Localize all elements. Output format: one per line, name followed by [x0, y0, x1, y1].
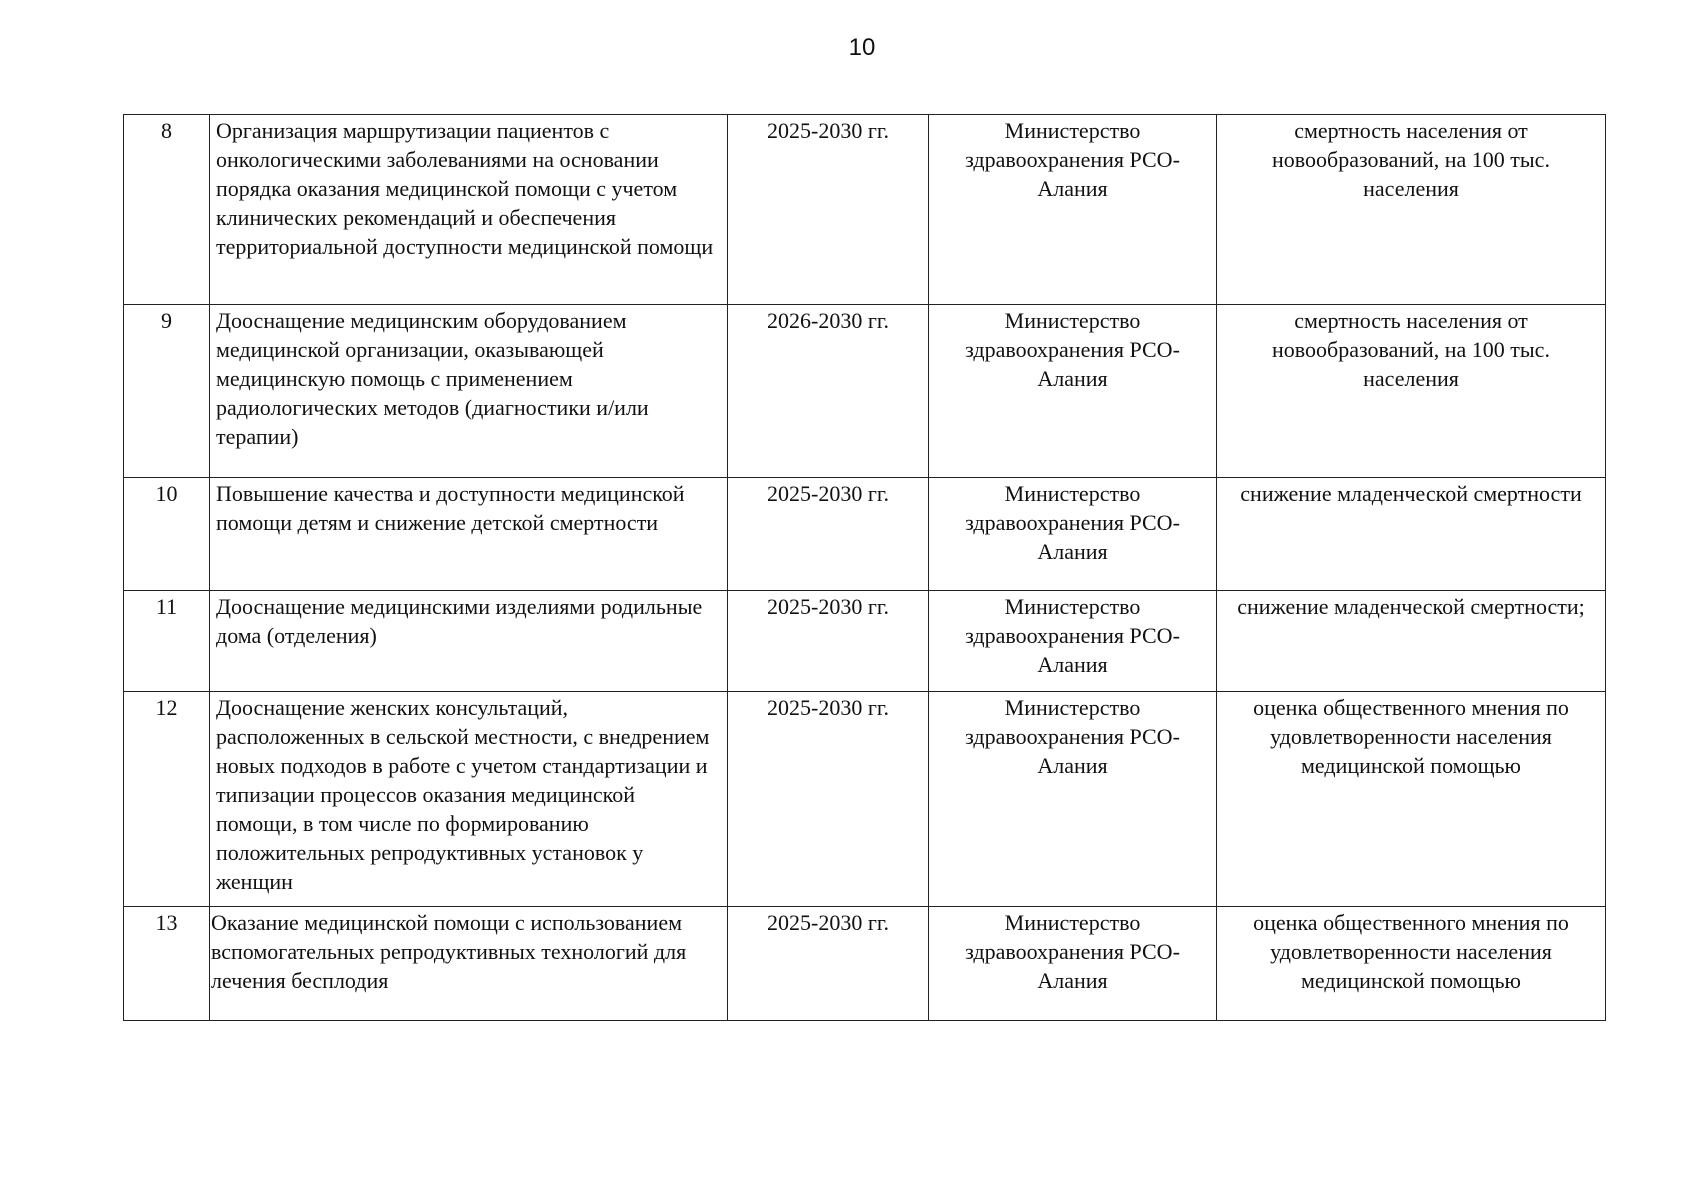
row-number: 10 [124, 478, 210, 591]
implementation-period: 2025-2030 гг. [728, 115, 929, 305]
responsible-executor: Министерство здравоохранения РСО-Алания [929, 591, 1217, 692]
responsible-executor: Министерство здравоохранения РСО-Алания [929, 305, 1217, 478]
row-number: 9 [124, 305, 210, 478]
target-indicator: смертность населения от новообразований, на 100 тыс. населения [1217, 115, 1606, 305]
implementation-period: 2025-2030 гг. [728, 907, 929, 1021]
table-row [124, 305, 1606, 478]
target-indicator: смертность населения от новообразований, на 100 тыс. населения [1217, 305, 1606, 478]
page-number: 10 [848, 34, 876, 61]
table-row [124, 907, 1606, 1021]
responsible-executor: Министерство здравоохранения РСО-Алания [929, 115, 1217, 305]
table-row [124, 591, 1606, 692]
measure-name: Дооснащение медицинскими изделиями родильные дома (отделения) [210, 591, 728, 692]
implementation-period: 2025-2030 гг. [728, 591, 929, 692]
row-number: 13 [124, 907, 210, 1021]
implementation-period: 2025-2030 гг. [728, 692, 929, 907]
implementation-period: 2026-2030 гг. [728, 305, 929, 478]
target-indicator: оценка общественного мнения по удовлетворенности населения медицинской помощью [1217, 692, 1606, 907]
measures-table [123, 114, 1606, 1021]
measure-name: Дооснащение женских консультаций, расположенных в сельской местности, с внедрением новых подходов в работе с учетом стандартизации и типизации процессов оказания медицинской помощи, в том числе по формированию положительных репродуктивных установок у женщин [210, 692, 728, 907]
responsible-executor: Министерство здравоохранения РСО-Алания [929, 478, 1217, 591]
row-number: 8 [124, 115, 210, 305]
table-row [124, 478, 1606, 591]
target-indicator: оценка общественного мнения по удовлетворенности населения медицинской помощью [1217, 907, 1606, 1021]
table-row [124, 692, 1606, 907]
measure-name: Дооснащение медицинским оборудованием медицинской организации, оказывающей медицинскую помощь с применением радиологических методов (диагностики и/или терапии) [210, 305, 728, 478]
responsible-executor: Министерство здравоохранения РСО-Алания [929, 907, 1217, 1021]
target-indicator: снижение младенческой смертности; [1217, 591, 1606, 692]
measure-name: Повышение качества и доступности медицинской помощи детям и снижение детской смертности [210, 478, 728, 591]
table-row [124, 115, 1606, 305]
row-number: 11 [124, 591, 210, 692]
row-number: 12 [124, 692, 210, 907]
target-indicator: снижение младенческой смертности [1217, 478, 1606, 591]
implementation-period: 2025-2030 гг. [728, 478, 929, 591]
responsible-executor: Министерство здравоохранения РСО-Алания [929, 692, 1217, 907]
measure-name: Организация маршрутизации пациентов с онкологическими заболеваниями на основании порядка оказания медицинской помощи с учетом клинических рекомендаций и обеспечения территориальной доступности медицинской помощи [210, 115, 728, 305]
measure-name: Оказание медицинской помощи с использованием вспомогательных репродуктивных технологий для лечения бесплодия [210, 907, 728, 1021]
